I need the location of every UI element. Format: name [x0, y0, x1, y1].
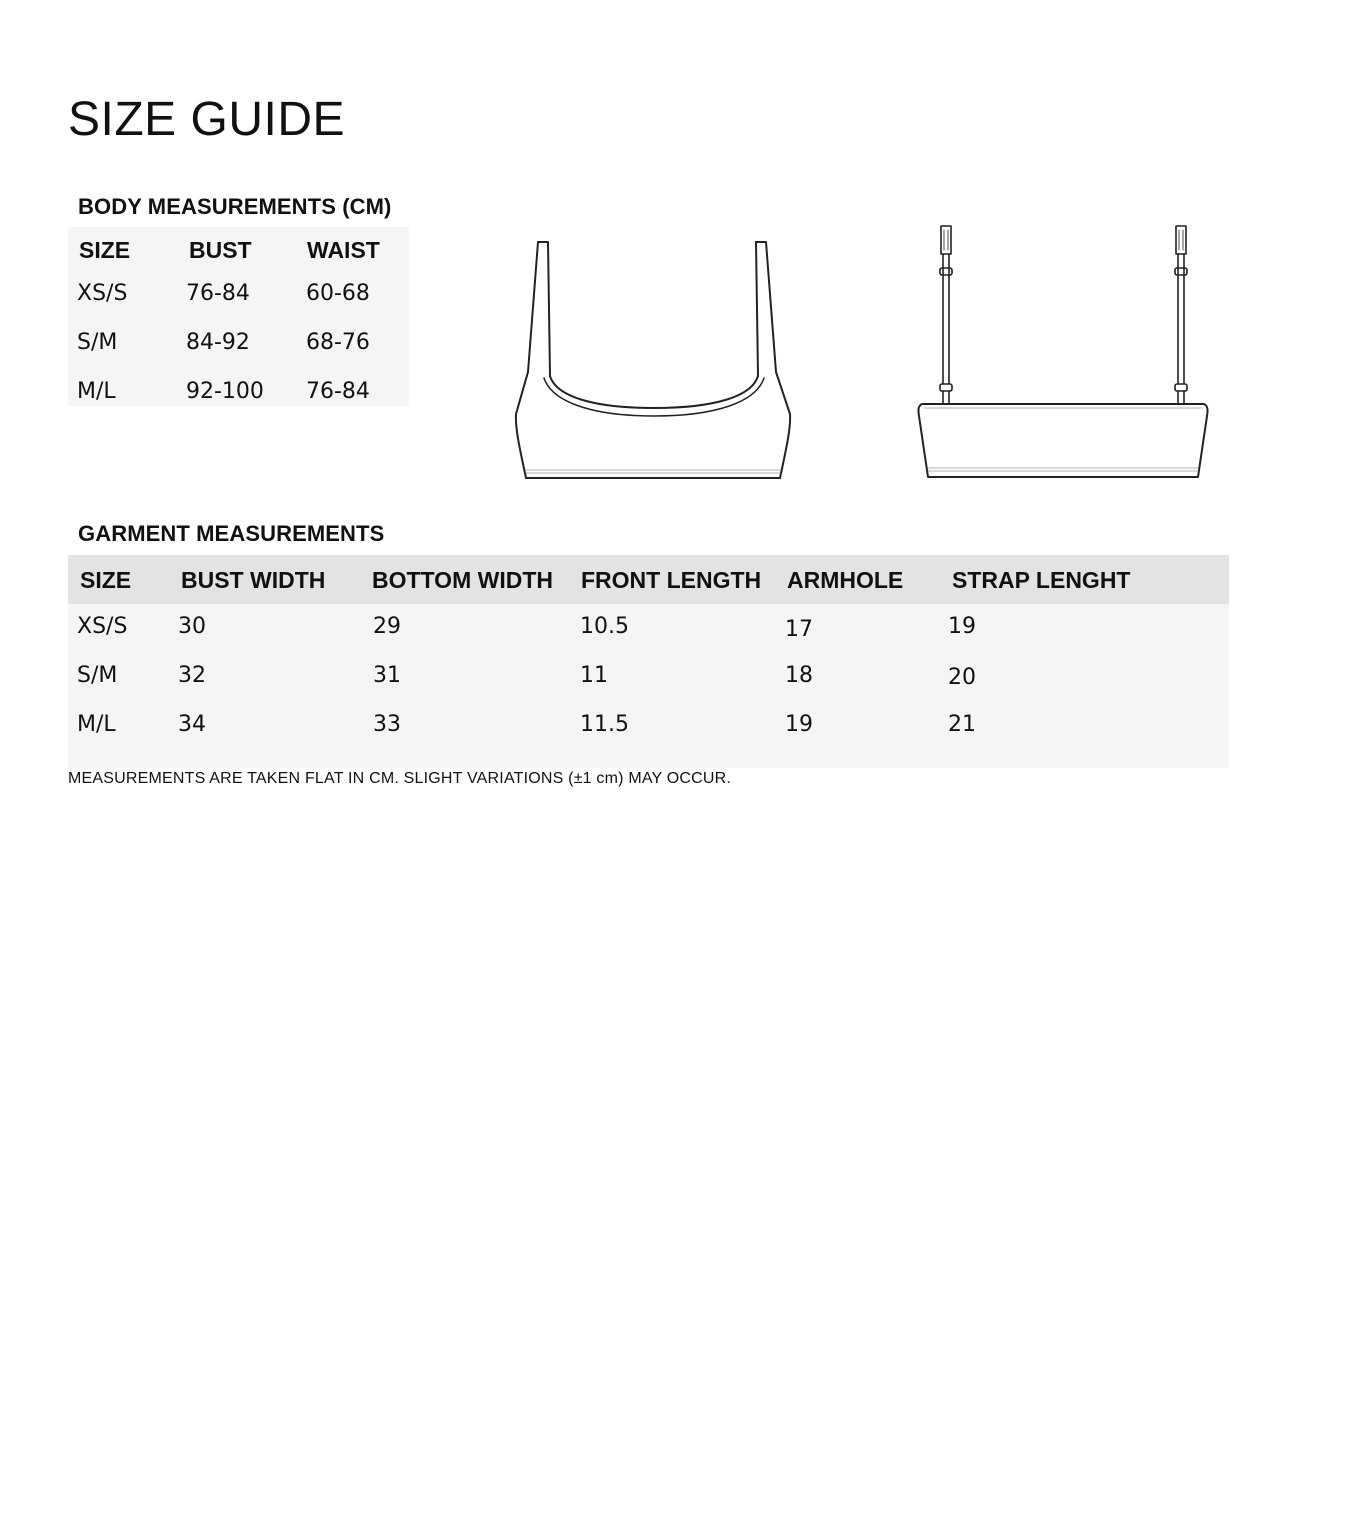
garment-header-size: SIZE — [80, 567, 132, 593]
page-title: SIZE GUIDE — [68, 93, 346, 146]
garment-cell: M/L — [77, 712, 116, 737]
garment-header-bottom-width: BOTTOM WIDTH — [372, 567, 553, 593]
body-cell: M/L — [77, 379, 116, 404]
body-cell: S/M — [77, 330, 118, 355]
body-header-waist: WAIST — [307, 237, 380, 263]
garment-cell: 11 — [580, 663, 608, 688]
garment-cell: S/M — [77, 663, 118, 688]
body-measurements-table — [68, 227, 409, 406]
garment-cell: 32 — [178, 663, 206, 688]
garment-header-armhole: ARMHOLE — [787, 567, 904, 593]
body-cell: 92-100 — [186, 379, 264, 404]
body-cell: 60-68 — [306, 281, 370, 306]
measurement-footnote: MEASUREMENTS ARE TAKEN FLAT IN CM. SLIGHT VARIATIONS (±1 cm) MAY OCCUR. — [68, 770, 732, 787]
garment-measurements-title: GARMENT MEASUREMENTS — [78, 521, 385, 546]
body-cell: 76-84 — [186, 281, 250, 306]
garment-cell: 17 — [785, 617, 813, 642]
garment-cell: 33 — [373, 712, 401, 737]
garment-cell: 31 — [373, 663, 401, 688]
body-header-bust: BUST — [189, 237, 252, 263]
body-cell: 76-84 — [306, 379, 370, 404]
garment-measurements-table — [68, 555, 1229, 768]
garment-cell: 30 — [178, 614, 206, 639]
garment-cell: 29 — [373, 614, 401, 639]
garment-cell: 20 — [948, 665, 976, 690]
garment-header-strap-length: STRAP LENGHT — [952, 567, 1131, 593]
garment-cell: 10.5 — [580, 614, 629, 639]
garment-cell: 34 — [178, 712, 206, 737]
garment-header-front-length: FRONT LENGTH — [581, 567, 762, 593]
body-header-size: SIZE — [79, 237, 131, 263]
body-cell: 68-76 — [306, 330, 370, 355]
body-cell: XS/S — [77, 281, 128, 306]
bra-back-icon — [912, 220, 1214, 484]
garment-cell: XS/S — [77, 614, 128, 639]
garment-header-bust-width: BUST WIDTH — [181, 567, 326, 593]
garment-cell: 19 — [948, 614, 976, 639]
body-cell: 84-92 — [186, 330, 250, 355]
bra-front-icon — [512, 236, 796, 484]
garment-cell: 18 — [785, 663, 813, 688]
garment-cell: 19 — [785, 712, 813, 737]
body-measurements-title: BODY MEASUREMENTS (CM) — [78, 194, 392, 219]
garment-cell: 11.5 — [580, 712, 629, 737]
garment-cell: 21 — [948, 712, 976, 737]
